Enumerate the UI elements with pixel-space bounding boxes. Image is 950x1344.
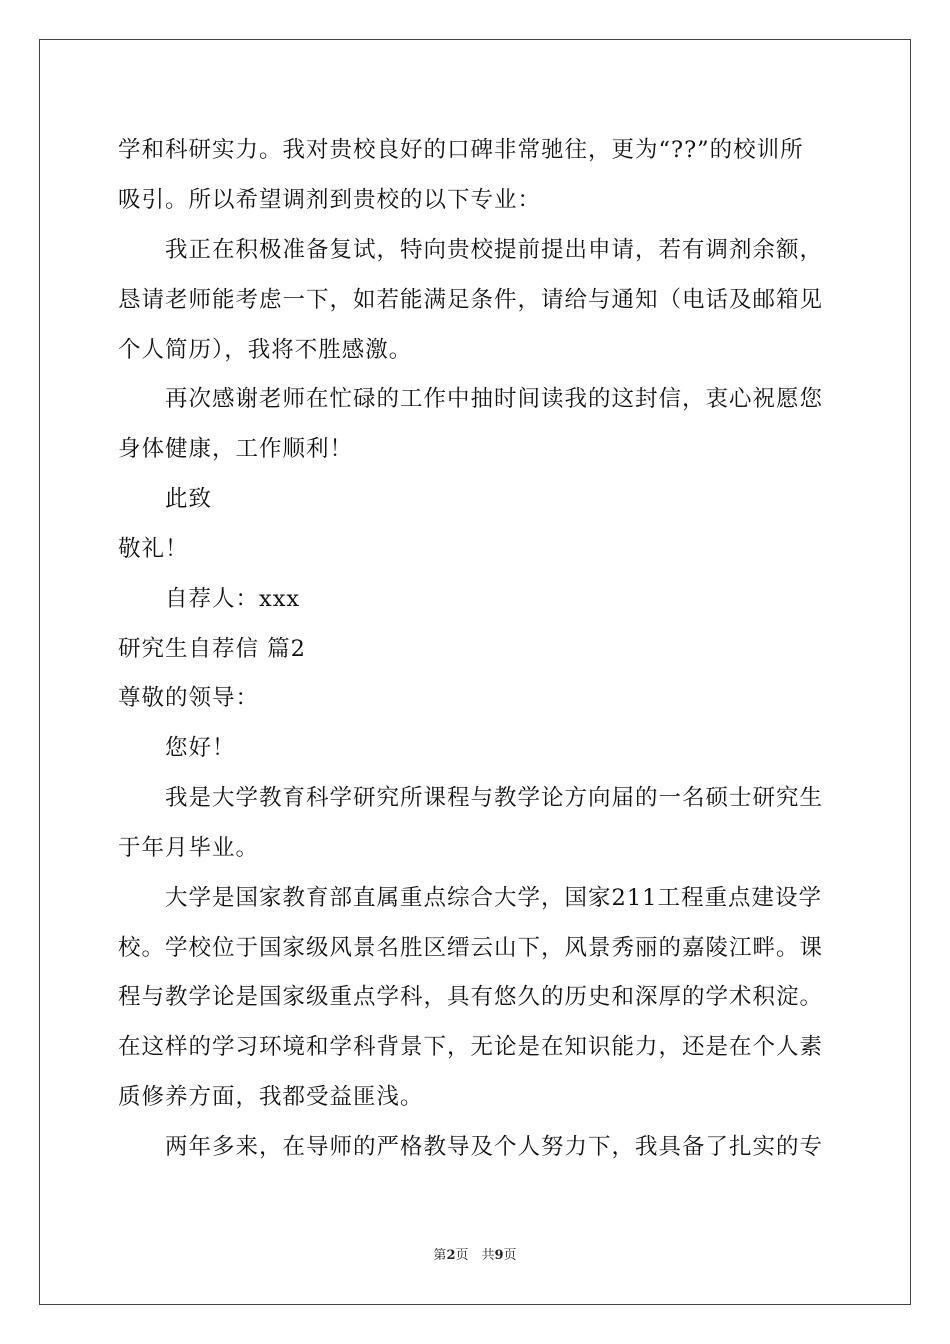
text-line: 身体健康，工作顺利！ [118, 436, 354, 462]
text-line: 吸引。所以希望调剂到贵校的以下专业： [118, 187, 542, 213]
page-footer [0, 1247, 950, 1265]
signature-line: 自荐人：xxx [165, 586, 301, 612]
current-page-number: 2 [446, 1248, 456, 1263]
footer-mid: 页 共 [455, 1248, 495, 1263]
footer-prefix: 第 [433, 1248, 447, 1263]
closing-line: 此致 [165, 486, 213, 512]
text-line: 我是大学教育科学研究所课程与教学论方向届的一名硕士研究生 [165, 785, 824, 811]
text-line: 再次感谢老师在忙碌的工作中抽时间读我的这封信，衷心祝愿您 [165, 386, 824, 412]
page-frame [39, 39, 911, 1305]
footer-suffix: 页 [503, 1248, 517, 1263]
text-line: 校。学校位于国家级风景名胜区缙云山下，风景秀丽的嘉陵江畔。课 [118, 935, 824, 961]
text-line: 个人简历），我将不胜感激。 [118, 337, 413, 363]
text-line: 于年月毕业。 [118, 835, 260, 861]
text-line: 两年多来，在导师的严格教导及个人努力下，我具备了扎实的专 [165, 1134, 824, 1160]
text-line: 我正在积极准备复试，特向贵校提前提出申请，若有调剂余额， [165, 237, 824, 263]
total-page-number: 9 [494, 1248, 504, 1263]
salutation-line: 敬礼！ [118, 536, 189, 562]
text-line: 恳请老师能考虑一下，如若能满足条件，请给与通知（电话及邮箱见 [118, 287, 824, 313]
greeting-line: 尊敬的领导： [118, 685, 260, 711]
text-line: 学和科研实力。我对贵校良好的口碑非常驰往，更为“??”的校训所 [118, 137, 804, 163]
text-line: 您好！ [165, 735, 236, 761]
section-heading: 研究生自荐信 篇2 [118, 636, 306, 662]
text-line: 程与教学论是国家级重点学科，具有悠久的历史和深厚的学术积淀。 [118, 984, 824, 1010]
text-line: 大学是国家教育部直属重点综合大学，国家211工程重点建设学 [165, 885, 822, 911]
text-line: 质修养方面，我都受益匪浅。 [118, 1084, 424, 1110]
text-line: 在这样的学习环境和学科背景下，无论是在知识能力，还是在个人素 [118, 1034, 824, 1060]
